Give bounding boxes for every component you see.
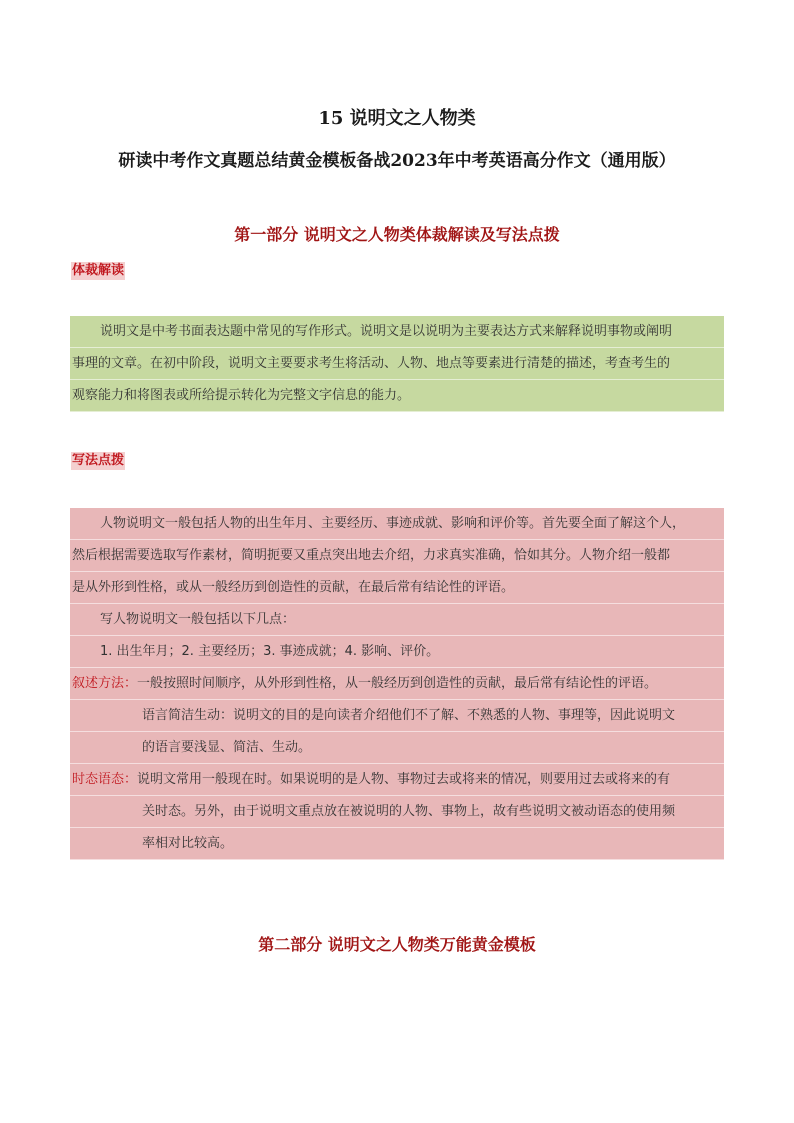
narration-label: 叙述方法： (72, 676, 138, 691)
tense-line: 关时态。另外，由于说明文重点放在被说明的人物、事物上，故有些说明文被动语态的使用频 (70, 796, 724, 828)
document-subtitle: 研读中考作文真题总结黄金模板备战2023年中考英语高分作文（通用版） (118, 151, 676, 171)
tips-box (70, 508, 724, 860)
tips-line: 是从外形到性格，或从一般经历到创造性的贡献，在最后常有结论性的评语。 (70, 572, 724, 604)
part2-heading: 第二部分 说明文之人物类万能黄金模板 (258, 935, 536, 954)
tips-line: 人物说明文一般包括人物的出生年月、主要经历、事迹成就、影响和评价等。首先要全面了解这个人， (70, 508, 724, 540)
document-title: 15 说明文之人物类 (318, 108, 476, 129)
narration-row (70, 668, 724, 700)
genre-line: 说明文是中考书面表达题中常见的写作形式。说明文是以说明为主要表达方式来解释说明事物或阐明 (70, 316, 724, 348)
language-line: 的语言要浅显、简洁、生动。 (70, 732, 724, 764)
tense-line: 率相对比较高。 (70, 828, 724, 860)
genre-label: 体裁解读 (72, 263, 125, 278)
tense-text: 说明文常用一般现在时。如果说明的是人物、事物过去或将来的情况，则要用过去或将来的有 (137, 772, 671, 787)
part1-heading: 第一部分 说明文之人物类体裁解读及写法点拨 (234, 225, 560, 244)
tense-label: 时态语态： (72, 772, 138, 787)
genre-line: 事理的文章。在初中阶段，说明文主要要求考生将活动、人物、地点等要素进行清楚的描述，考查考生的 (70, 348, 724, 380)
tense-row (70, 764, 724, 796)
tips-line: 1. 出生年月；2. 主要经历；3. 事迹成就；4. 影响、评价。 (70, 636, 724, 668)
genre-box (70, 316, 724, 412)
language-line: 语言简洁生动：说明文的目的是向读者介绍他们不了解、不熟悉的人物、事理等，因此说明文 (70, 700, 724, 732)
narration-text: 一般按照时间顺序，从外形到性格，从一般经历到创造性的贡献，最后常有结论性的评语。 (137, 676, 658, 691)
genre-line: 观察能力和将图表或所给提示转化为完整文字信息的能力。 (70, 380, 724, 412)
tips-line: 写人物说明文一般包括以下几点： (70, 604, 724, 636)
tips-line: 然后根据需要选取写作素材，简明扼要又重点突出地去介绍，力求真实准确，恰如其分。人物介绍一般都 (70, 540, 724, 572)
tips-label: 写法点拨 (72, 453, 125, 468)
